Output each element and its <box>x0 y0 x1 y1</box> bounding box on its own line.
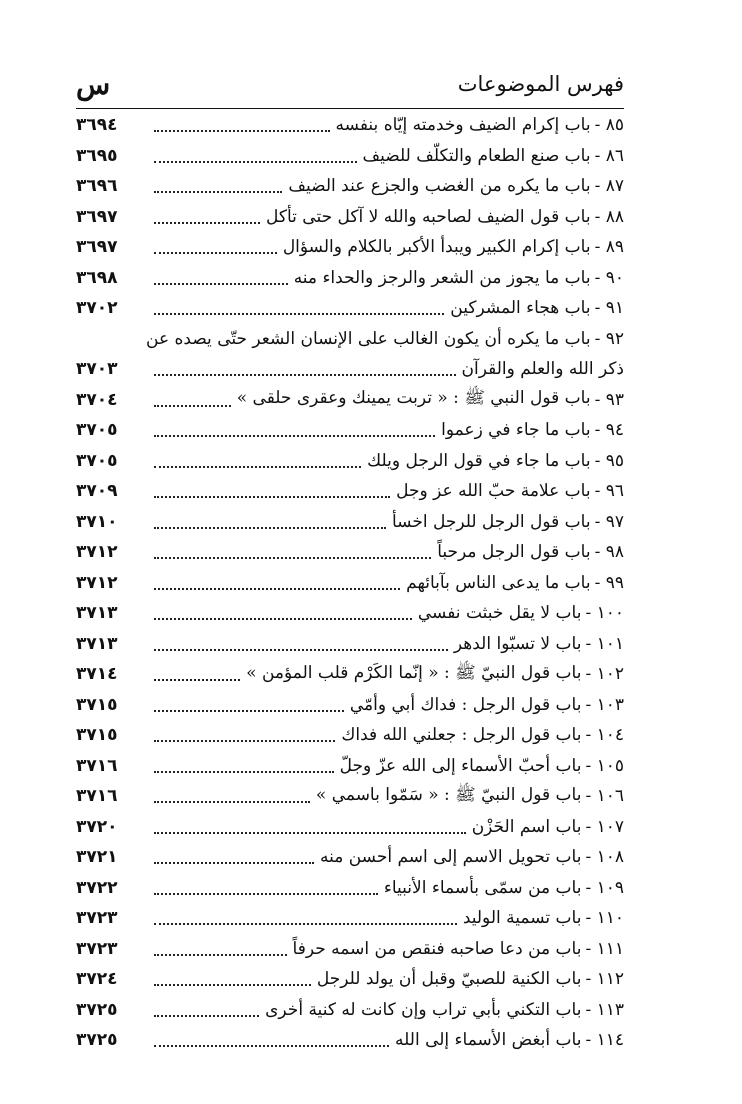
toc-entry-page: ٣٦٩٥ <box>76 145 118 166</box>
toc-entry-number: ٨٧ - <box>594 176 624 197</box>
toc-entry <box>76 934 624 965</box>
toc-entry-title: باب قول النبيّ ﷺ : « إنّما الكَرْم قلب المؤمن » <box>246 662 582 683</box>
toc-entry-title: باب قول الضيف لصاحبه والله لا آكل حتى تأكل <box>266 206 591 227</box>
toc-entry-page: ٣٦٩٧ <box>76 206 118 227</box>
dot-leader <box>154 710 344 712</box>
toc-entry-number: ١٠٧ - <box>585 816 624 837</box>
dot-leader <box>154 588 400 590</box>
toc-entry-number: ١١٣ - <box>585 999 624 1020</box>
toc-entry-title: باب إكرام الكبير ويبدأ الأكبر بالكلام والسؤال <box>282 237 591 258</box>
toc-entry-number: ١١٢ - <box>585 969 624 990</box>
dot-leader <box>154 649 448 651</box>
toc-entry-number: ٩٧ - <box>594 511 624 532</box>
toc-entry-number: ٩٣ - <box>594 389 624 410</box>
toc-entry-page: ٣٦٩٧ <box>76 237 118 258</box>
toc-entry-page: ٣٧١٥ <box>76 725 118 746</box>
toc-entry <box>76 171 624 202</box>
dot-leader <box>154 435 435 437</box>
toc-entry-page: ٣٧٢٥ <box>76 999 118 1020</box>
toc-entry-title: باب ما جاء في زعموا <box>441 420 591 441</box>
toc-entry-number: ١٠٢ - <box>585 664 624 685</box>
dot-leader <box>154 862 314 864</box>
toc-entry-title: باب صنع الطعام والتكلّف للضيف <box>362 145 591 166</box>
toc-entry-number: ١٠٠ - <box>585 603 624 624</box>
dot-leader <box>154 1045 389 1047</box>
toc-entry-page: ٣٧٢١ <box>76 847 118 868</box>
toc-entry-page: ٣٧١٥ <box>76 694 118 715</box>
toc-entry-number: ١٠٨ - <box>585 847 624 868</box>
toc-entry <box>76 141 624 172</box>
toc-entry-page: ٣٧١٢ <box>76 542 118 563</box>
toc-entry-number: ٨٦ - <box>594 145 624 166</box>
toc-entry <box>76 629 624 660</box>
toc-entry-page: ٣٧١٣ <box>76 633 118 654</box>
dot-leader <box>154 893 378 895</box>
toc-entry-title: باب علامة حبّ الله عز وجل <box>396 481 591 502</box>
toc-entry-number: ٩١ - <box>594 298 624 319</box>
toc-entry-title: باب أبغض الأسماء إلى الله <box>395 1030 582 1051</box>
toc-entry <box>76 232 624 263</box>
toc-entry-page: ٣٧٠٥ <box>76 420 118 441</box>
dot-leader <box>154 374 456 376</box>
toc-entry <box>76 537 624 568</box>
toc-entry-number: ٨٩ - <box>594 237 624 258</box>
toc-entry-page: ٣٧١٢ <box>76 572 118 593</box>
toc-entry <box>76 964 624 995</box>
toc-entry-number: ٩٥ - <box>594 450 624 471</box>
toc-entry-title: باب تسمية الوليد <box>462 908 582 929</box>
dot-leader <box>154 161 357 163</box>
dot-leader <box>154 618 412 620</box>
toc-entry-title: باب من دعا صاحبه فنقص من اسمه حرفاً <box>292 938 582 959</box>
toc-entry-number: ١٠٤ - <box>585 725 624 746</box>
toc-entry-title: باب هجاء المشركين <box>450 298 591 319</box>
toc-entry <box>76 720 624 751</box>
dot-leader <box>154 191 282 193</box>
toc-entry-number: ١٠١ - <box>585 633 624 654</box>
toc-entry-title: باب قول الرجل : جعلني الله فداك <box>341 725 582 746</box>
toc-entry-title: باب ما جاء في قول الرجل ويلك <box>367 450 591 471</box>
toc-entry-title: باب لا تسبّوا الدهر <box>453 633 582 654</box>
toc-entry-page: ٣٦٩٦ <box>76 176 118 197</box>
toc-entry-title: باب تحويل الاسم إلى اسم أحسن منه <box>319 847 582 868</box>
toc-entry <box>76 446 624 477</box>
toc-entry-number: ١١١ - <box>585 938 624 959</box>
toc-entry-title: باب قول الرجل : فداك أبي وأمّي <box>349 694 582 715</box>
dot-leader <box>154 466 361 468</box>
dot-leader <box>154 679 240 681</box>
toc-entry <box>76 995 624 1026</box>
toc-entry-title: باب قول النبي ﷺ : « تربت يمينك وعقرى حلقى » <box>236 388 591 409</box>
toc-entry <box>76 659 624 690</box>
toc-entry-page: ٣٧١٠ <box>76 511 118 532</box>
toc-entry-title: ذكر الله والعلم والقرآن <box>461 359 624 380</box>
page-number-letter: س <box>76 68 111 101</box>
toc-entry-number: ٩٦ - <box>594 481 624 502</box>
dot-leader <box>154 1015 259 1017</box>
dot-leader <box>154 283 288 285</box>
toc-entry-number: ٩٩ - <box>594 572 624 593</box>
dot-leader <box>154 557 431 559</box>
page-title: فهرس الموضوعات <box>457 72 624 96</box>
toc-entry-page: ٣٧١٦ <box>76 755 118 776</box>
toc-entry-number: ١٠٥ - <box>585 755 624 776</box>
toc-entry-page: ٣٦٩٨ <box>76 267 118 288</box>
toc-entry-number: ١٠٩ - <box>585 877 624 898</box>
toc-entry-number: ٨٨ - <box>594 206 624 227</box>
toc-entry <box>76 1025 624 1056</box>
toc-entry <box>76 110 624 141</box>
page-header <box>76 70 624 106</box>
toc-entry <box>76 781 624 812</box>
toc-entry-title: باب من سمّى بأسماء الأنبياء <box>383 877 582 898</box>
toc-entry <box>76 415 624 446</box>
toc-entry-page: ٣٧٢٥ <box>76 1030 118 1051</box>
toc-entry-page: ٣٧٠٤ <box>76 389 118 410</box>
toc-entry-page: ٣٧٠٥ <box>76 450 118 471</box>
dot-leader <box>154 984 311 986</box>
toc-entry-number: ٩٢ - <box>594 328 624 349</box>
toc-entry-page: ٣٧١٤ <box>76 664 118 685</box>
dot-leader <box>154 801 310 803</box>
toc-entry <box>76 873 624 904</box>
toc-entry <box>76 690 624 721</box>
toc-entry <box>76 476 624 507</box>
dot-leader <box>154 130 330 132</box>
toc-entry-title: باب التكني بأبي تراب وإن كانت له كنية أخرى <box>265 999 582 1020</box>
toc-entry-number: ١٠٣ - <box>585 694 624 715</box>
toc-entry-number: ١١٤ - <box>585 1030 624 1051</box>
toc-entry-page: ٣٧٢٣ <box>76 938 118 959</box>
toc-entry <box>76 751 624 782</box>
toc-entry-title: باب أحبّ الأسماء إلى الله عزّ وجلّ <box>339 755 582 776</box>
dot-leader <box>154 954 287 956</box>
toc-entry <box>76 293 624 324</box>
dot-leader <box>154 252 277 254</box>
toc-entry <box>76 385 624 416</box>
toc-entry <box>76 903 624 934</box>
toc-entry-page: ٣٧٢٤ <box>76 969 118 990</box>
toc-entry <box>76 507 624 538</box>
toc-entry-page: ٣٧٢٢ <box>76 877 118 898</box>
toc-entry-number: ١١٠ - <box>585 908 624 929</box>
toc-entry <box>76 568 624 599</box>
toc-entry-page: ٣٧٠٩ <box>76 481 118 502</box>
dot-leader <box>154 222 260 224</box>
dot-leader <box>154 527 386 529</box>
toc-entry-number: ٩٠ - <box>594 267 624 288</box>
toc-entry-page: ٣٧٠٢ <box>76 298 118 319</box>
toc-entry-title: باب قول النبيّ ﷺ : « سَمّوا باسمي » <box>315 784 582 805</box>
toc-entry-page: ٣٧٢٣ <box>76 908 118 929</box>
toc-entry-title: باب قول الرجل للرجل اخسأ <box>391 511 591 532</box>
dot-leader <box>154 740 335 742</box>
toc-entry-title: باب لا يقل خبثت نفسي <box>417 603 582 624</box>
toc-entry <box>76 842 624 873</box>
dot-leader <box>154 832 466 834</box>
table-of-contents <box>76 110 624 1056</box>
toc-entry-title: باب اسم الحَزْن <box>471 816 582 837</box>
dot-leader <box>154 771 334 773</box>
toc-entry-title: باب الكنية للصبيّ وقبل أن يولد للرجل <box>316 969 582 990</box>
toc-entry-number: ٩٨ - <box>594 542 624 563</box>
dot-leader <box>154 923 457 925</box>
toc-entry <box>76 263 624 294</box>
toc-entry-title: باب ما يجوز من الشعر والرجز والحداء منه <box>293 267 591 288</box>
toc-entry-page: ٣٧١٣ <box>76 603 118 624</box>
dot-leader <box>154 496 390 498</box>
toc-entry-title: باب ما يكره أن يكون الغالب على الإنسان الشعر حتّى يصده عن <box>146 328 591 349</box>
toc-entry-page: ٣٦٩٤ <box>76 115 118 136</box>
toc-entry <box>76 324 624 355</box>
toc-entry-title: باب قول الرجل مرحباً <box>437 542 591 563</box>
dot-leader <box>154 405 231 407</box>
toc-entry <box>76 354 624 385</box>
toc-entry-number: ١٠٦ - <box>585 786 624 807</box>
toc-entry-title: باب ما يدعى الناس بآبائهم <box>406 572 591 593</box>
toc-entry <box>76 598 624 629</box>
toc-entry-page: ٣٧٢٠ <box>76 816 118 837</box>
toc-entry-number: ٨٥ - <box>594 115 624 136</box>
dot-leader <box>154 313 444 315</box>
toc-entry-page: ٣٧١٦ <box>76 786 118 807</box>
toc-entry-page: ٣٧٠٣ <box>76 359 118 380</box>
toc-entry-number: ٩٤ - <box>594 420 624 441</box>
header-rule <box>76 108 624 109</box>
toc-entry-title: باب إكرام الضيف وخدمته إيّاه بنفسه <box>335 115 591 136</box>
toc-entry-title: باب ما يكره من الغضب والجزع عند الضيف <box>288 176 591 197</box>
toc-entry <box>76 202 624 233</box>
toc-entry <box>76 812 624 843</box>
